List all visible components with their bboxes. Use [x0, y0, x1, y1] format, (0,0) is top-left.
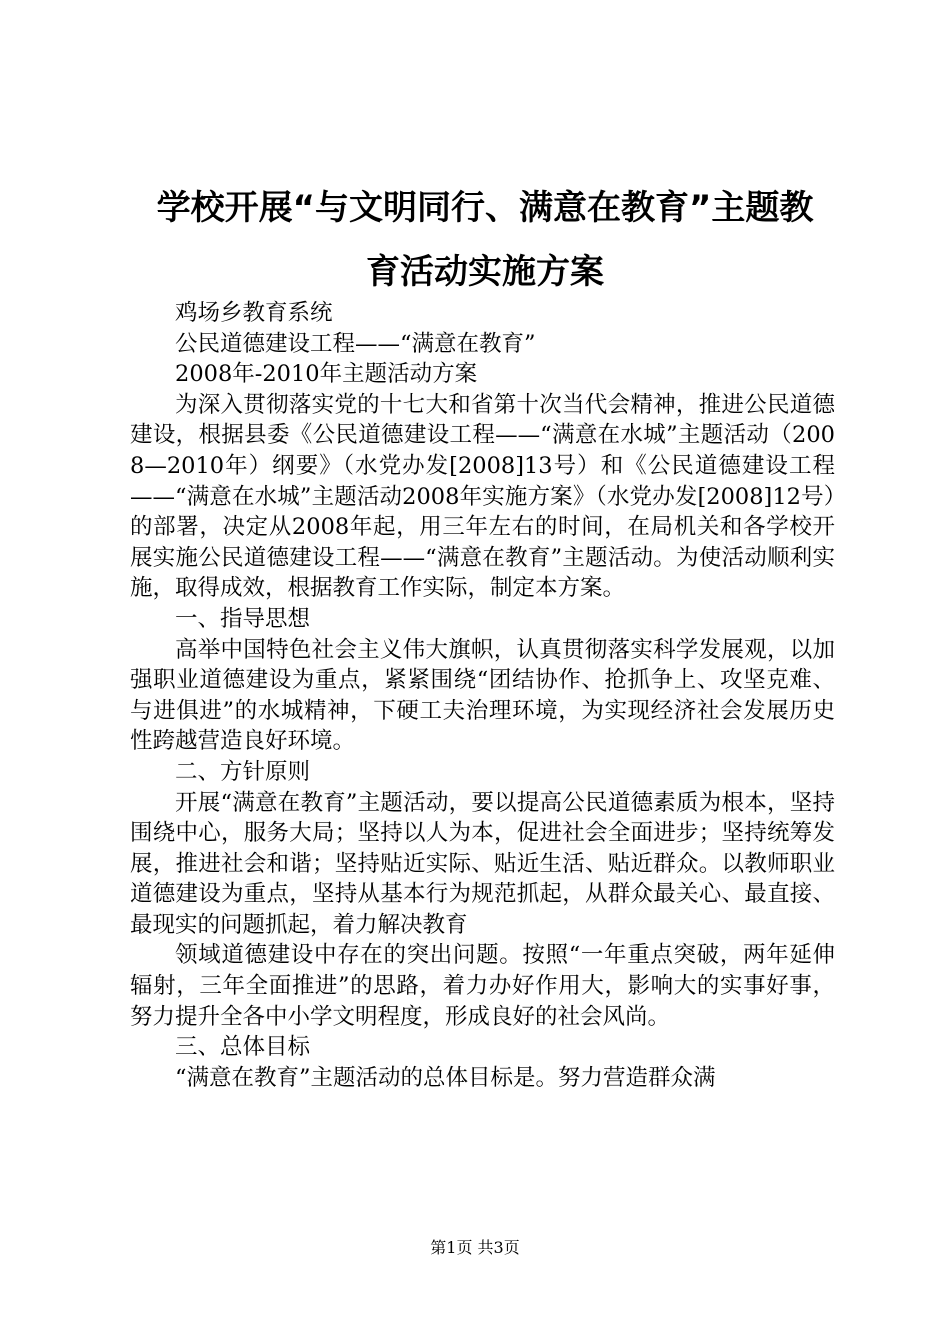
org-line: 鸡场乡教育系统 — [175, 300, 333, 326]
section-paragraph-2b: 领域道德建设中存在的突出问题。按照“一年重点突破，两年延伸辐射，三年全面推进”的思路，着力办好作用大，影响大的实事好事，努力提升全各中小学文明程度，形成良好的社会风尚。 — [130, 942, 835, 1030]
section-paragraph-1: 高举中国特色社会主义伟大旗帜，认真贯彻落实科学发展观，以加强职业道德建设为重点，紧紧围绕“团结协作、抢抓争上、攻坚克难、与进俱进”的水城精神，下硬工夫治理环境，为实现经济社会发展历史性跨越营造良好环境。 — [130, 636, 835, 755]
intro-paragraph: 为深入贯彻落实党的十七大和省第十次当代会精神，推进公民道德建设，根据县委《公民道德建设工程——“满意在水城”主题活动（2008—2010年）纲要》（水党办发[2008]13号）和《公民道德建设工程——“满意在水城”主题活动2008年实施方案》（水党办发[2008]12号）的部署，决定从2008年起，用三年左右的时间，在局机关和各学校开展实施公民道德建设工程——“满意在教育”主题活动。为使活动顺利实施，取得成效，根据教育工作实际，制定本方案。 — [130, 391, 835, 602]
section-paragraph-3: “满意在教育”主题活动的总体目标是。努力营造群众满 — [175, 1064, 716, 1091]
title-line-1: 学校开展“与文明同行、满意在教育”主题教 — [156, 188, 814, 228]
section-heading-3: 三、总体目标 — [175, 1034, 311, 1061]
section-heading-1: 一、指导思想 — [175, 605, 311, 632]
section-paragraph-2a: 开展“满意在教育”主题活动，要以提高公民道德素质为根本，坚持围绕中心，服务大局；坚持以人为本，促进社会全面进步；坚持统筹发展，推进社会和谐；坚持贴近实际、贴近生活、贴近群众。以教师职业道德建设为重点，坚持从基本行为规范抓起，从群众最关心、最直接、最现实的问题抓起，着力解决教育 — [130, 789, 835, 938]
title-line-2: 育活动实施方案 — [366, 252, 604, 292]
document-body — [130, 298, 835, 1093]
plan-line: 2008年-2010年主题活动方案 — [175, 361, 478, 388]
section-heading-2: 二、方针原则 — [175, 758, 311, 785]
document-title — [125, 176, 845, 304]
page-footer: 第1页 共3页 — [430, 1238, 520, 1257]
project-line: 公民道德建设工程——“满意在教育” — [175, 330, 536, 357]
